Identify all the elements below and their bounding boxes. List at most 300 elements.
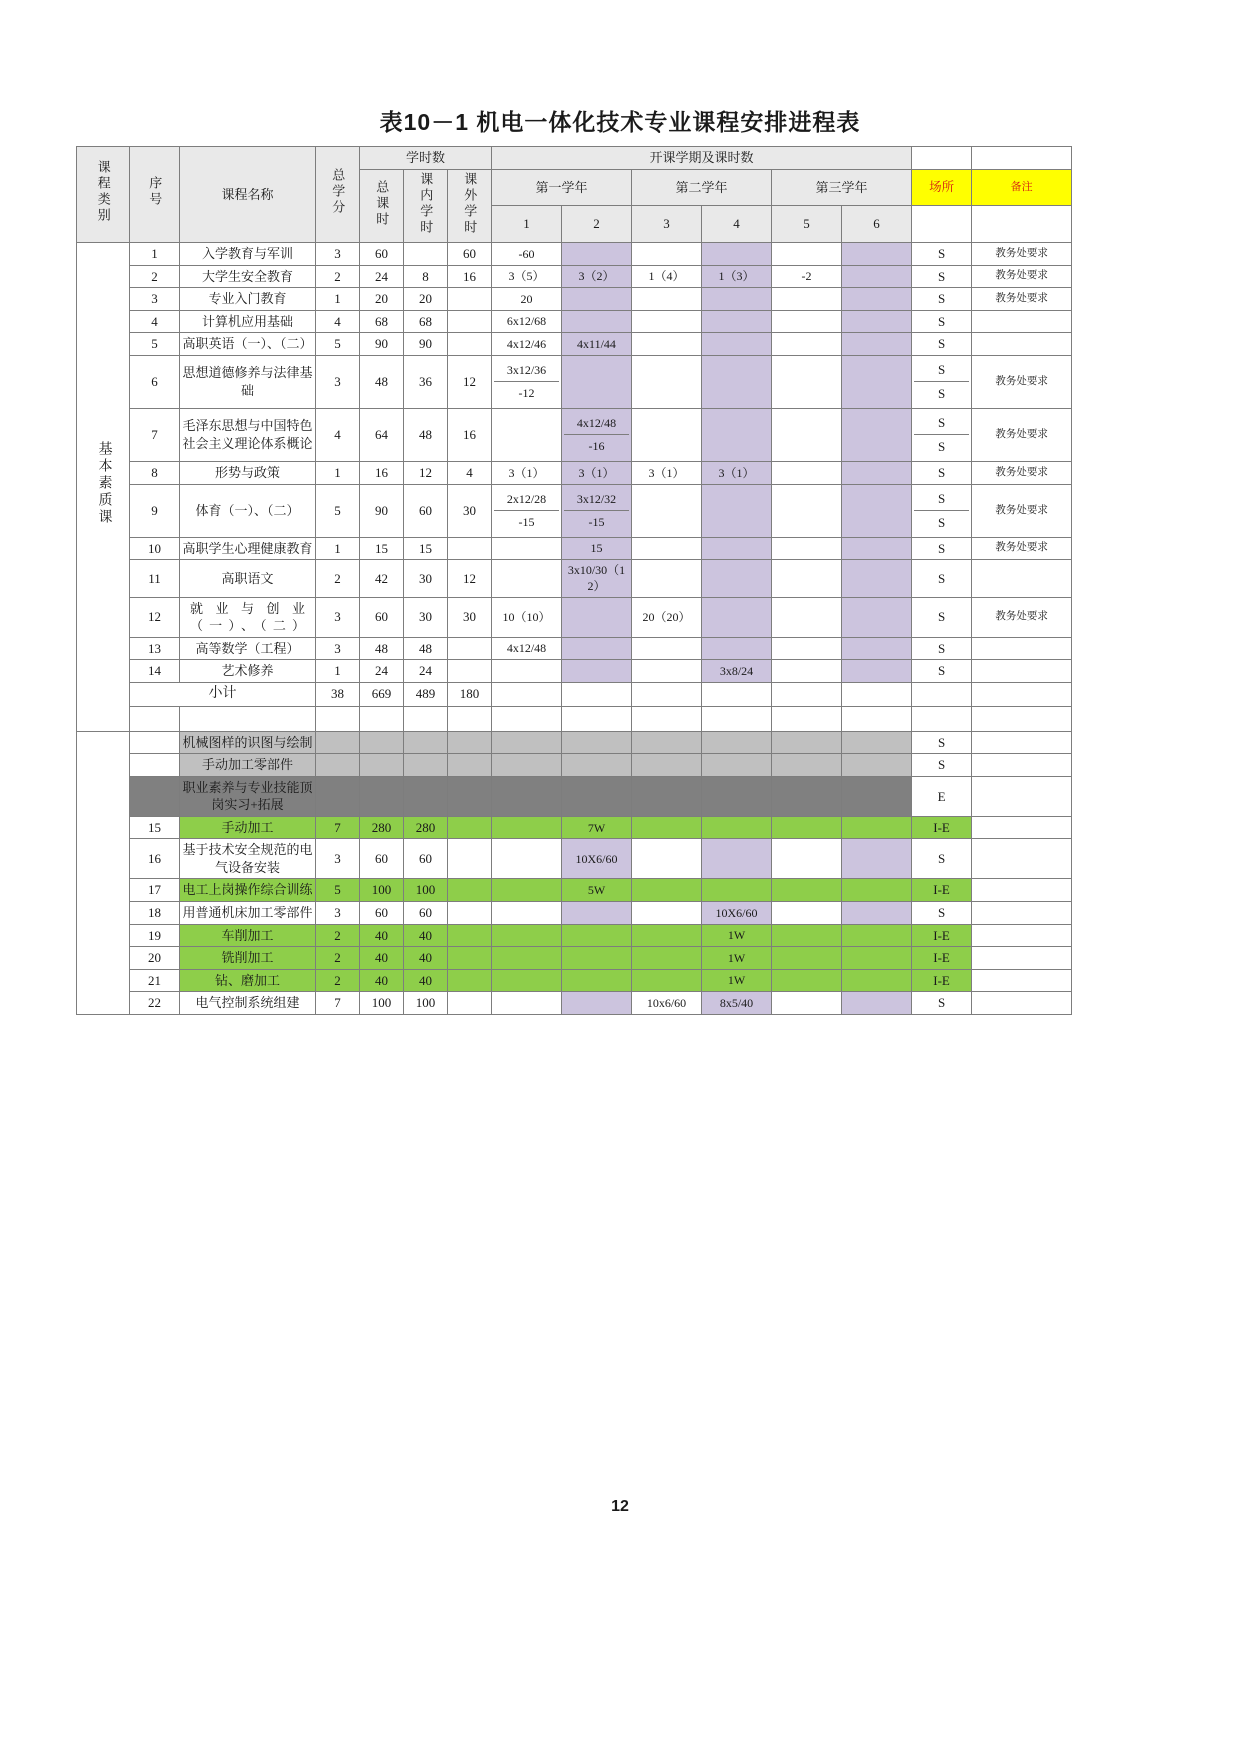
seq-cell: 8 [130,462,180,485]
credits-cell: 4 [316,310,360,333]
th-term-6: 6 [842,206,912,243]
credits-cell: 2 [316,560,360,597]
term-3-cell [632,776,702,816]
total-hours-cell: 16 [360,462,404,485]
venue-cell: I-E [912,924,972,947]
term-1-cell [492,776,562,816]
page-number: 12 [611,1498,629,1515]
seq-cell: 9 [130,484,180,537]
term-6-cell [842,310,912,333]
term-1-cell [492,969,562,992]
credits-cell: 3 [316,355,360,408]
in-class-hours-cell: 40 [404,924,448,947]
spacer-cell [404,706,448,731]
th-venue-blank [912,206,972,243]
term-1-cell: 10（10） [492,597,562,637]
out-class-hours-cell: 30 [448,484,492,537]
spacer-cell [972,706,1072,731]
spacer-cell [632,706,702,731]
venue-cell: S [912,288,972,311]
remark-cell [972,560,1072,597]
total-hours-cell [360,731,404,754]
remark-cell: 教务处要求 [972,537,1072,560]
credits-cell: 3 [316,243,360,266]
total-hours-cell: 15 [360,537,404,560]
term-6-cell [842,660,912,683]
total-hours-cell: 48 [360,355,404,408]
term-3-cell: 20（20） [632,597,702,637]
out-class-hours-cell [448,288,492,311]
venue-cell: I-E [912,879,972,902]
term-5-cell [772,537,842,560]
term-1-cell: 4x12/48 [492,637,562,660]
th-category: 课程类别 [77,147,130,243]
th-in-class-hours: 课内学时 [404,169,448,243]
term-2-cell [562,243,632,266]
in-class-hours-cell: 100 [404,992,448,1015]
th-venue-spacer [912,147,972,170]
term-3-cell [632,879,702,902]
term-4-cell [702,560,772,597]
term-3-cell [632,947,702,970]
remark-cell [972,947,1072,970]
total-hours-cell: 60 [360,839,404,879]
out-class-hours-cell [448,310,492,333]
spacer-cell [180,706,316,731]
remark-cell [972,879,1072,902]
term-5-cell [772,597,842,637]
page-title: 表10－1 机电一体化技术专业课程安排进程表 [379,109,861,135]
credits-cell [316,731,360,754]
term-2-cell [562,355,632,408]
term-2-cell: 3x12/32 -15 [562,484,632,537]
out-class-hours-cell [448,660,492,683]
table-row [77,969,1072,992]
table-row [77,484,1072,537]
term-3-cell [632,310,702,333]
term-3-cell [632,660,702,683]
course-schedule-table-wrapper [76,146,1048,1015]
term-3-cell [632,731,702,754]
term-2-cell [562,637,632,660]
term-2-cell: 4x11/44 [562,333,632,356]
venue-cell: S [912,310,972,333]
seq-cell [130,731,180,754]
term-6-cell [842,288,912,311]
credits-cell: 1 [316,537,360,560]
table-row [77,731,1072,754]
course-name-cell: 电气控制系统组建 [180,992,316,1015]
total-hours-cell: 60 [360,597,404,637]
term-5-cell [772,310,842,333]
remark-cell [972,660,1072,683]
course-name-cell: 手动加工 [180,816,316,839]
term-4-cell: 1W [702,969,772,992]
term-4-cell: 10X6/60 [702,902,772,925]
out-class-hours-cell [448,333,492,356]
term-5-cell [772,947,842,970]
th-course-name: 课程名称 [180,147,316,243]
course-name-cell: 车削加工 [180,924,316,947]
remark-cell: 教务处要求 [972,408,1072,461]
th-remark: 备注 [972,169,1072,206]
venue-cell: S S [912,484,972,537]
term-5-cell [772,816,842,839]
in-class-hours-cell: 90 [404,333,448,356]
th-term-2: 2 [562,206,632,243]
total-hours-cell: 60 [360,902,404,925]
term-3-cell [632,902,702,925]
in-class-hours-cell: 8 [404,265,448,288]
term-1-cell: 4x12/46 [492,333,562,356]
out-class-hours-cell [448,947,492,970]
th-year1: 第一学年 [492,169,632,206]
subtotal-term-3 [632,682,702,706]
category-cell: 基本素质课 [77,243,130,732]
term-5-cell: -2 [772,265,842,288]
course-name-cell: 计算机应用基础 [180,310,316,333]
seq-cell: 6 [130,355,180,408]
term-5-cell [772,333,842,356]
out-class-hours-cell [448,754,492,777]
remark-cell [972,637,1072,660]
term-6-cell [842,947,912,970]
term-4-cell [702,754,772,777]
table-row [77,243,1072,266]
in-class-hours-cell: 60 [404,902,448,925]
term-2-cell [562,310,632,333]
term-6-cell [842,537,912,560]
term-5-cell [772,355,842,408]
venue-cell: S [912,462,972,485]
term-2-cell: 3（1） [562,462,632,485]
term-1-cell [492,816,562,839]
in-class-hours-cell [404,754,448,777]
credits-cell: 5 [316,879,360,902]
term-1-cell [492,754,562,777]
remark-cell [972,902,1072,925]
subtotal-term-2 [562,682,632,706]
term-5-cell [772,408,842,461]
credits-cell: 5 [316,333,360,356]
subtotal-term-6 [842,682,912,706]
credits-cell: 3 [316,597,360,637]
th-term-5: 5 [772,206,842,243]
venue-cell: S [912,754,972,777]
term-1-cell [492,408,562,461]
venue-cell: S [912,597,972,637]
course-name-cell: 基于技术安全规范的电气设备安装 [180,839,316,879]
remark-cell [972,310,1072,333]
seq-cell: 19 [130,924,180,947]
seq-cell: 3 [130,288,180,311]
term-1-cell [492,879,562,902]
term-2-cell [562,776,632,816]
table-row [77,754,1072,777]
term-1-cell [492,839,562,879]
th-term-group: 开课学期及课时数 [492,147,912,170]
term-3-cell: 10x6/60 [632,992,702,1015]
term-6-cell [842,969,912,992]
term-2-cell [562,969,632,992]
term-6-cell [842,408,912,461]
term-4-cell [702,310,772,333]
term-4-cell: 1W [702,924,772,947]
spacer-cell [842,706,912,731]
term-6-cell [842,333,912,356]
term-1-cell: 3（1） [492,462,562,485]
venue-cell: S [912,637,972,660]
out-class-hours-cell: 12 [448,355,492,408]
subtotal-credits: 38 [316,682,360,706]
credits-cell: 3 [316,839,360,879]
course-name-cell: 专业入门教育 [180,288,316,311]
term-6-cell [842,265,912,288]
out-class-hours-cell [448,537,492,560]
th-year3: 第三学年 [772,169,912,206]
spacer-cell [316,706,360,731]
subtotal-total-hours: 669 [360,682,404,706]
term-5-cell [772,879,842,902]
term-5-cell [772,484,842,537]
term-2-cell: 3x10/30（12） [562,560,632,597]
seq-cell: 12 [130,597,180,637]
term-3-cell [632,754,702,777]
venue-cell: S [912,992,972,1015]
credits-cell: 3 [316,637,360,660]
remark-cell [972,969,1072,992]
spacer-cell [562,706,632,731]
remark-cell [972,754,1072,777]
total-hours-cell: 40 [360,969,404,992]
out-class-hours-cell [448,902,492,925]
remark-cell: 教务处要求 [972,462,1072,485]
in-class-hours-cell: 30 [404,597,448,637]
subtotal-out-class: 180 [448,682,492,706]
subtotal-term-4 [702,682,772,706]
remark-cell: 教务处要求 [972,288,1072,311]
term-3-cell [632,560,702,597]
term-1-cell [492,992,562,1015]
subtotal-row [77,682,1072,706]
in-class-hours-cell: 40 [404,969,448,992]
table-row [77,637,1072,660]
in-class-hours-cell: 24 [404,660,448,683]
spacer-cell [702,706,772,731]
in-class-hours-cell: 36 [404,355,448,408]
th-term-1: 1 [492,206,562,243]
term-1-cell [492,902,562,925]
in-class-hours-cell: 48 [404,408,448,461]
seq-cell: 7 [130,408,180,461]
term-6-cell [842,816,912,839]
th-remark-blank [972,206,1072,243]
spacer-row [77,706,1072,731]
th-total-credits: 总学分 [316,147,360,243]
term-3-cell [632,816,702,839]
in-class-hours-cell [404,731,448,754]
term-3-cell [632,243,702,266]
term-2-cell: 7W [562,816,632,839]
term-1-cell: 6x12/68 [492,310,562,333]
out-class-hours-cell [448,969,492,992]
term-3-cell [632,333,702,356]
term-2-cell: 5W [562,879,632,902]
table-row [77,776,1072,816]
th-term-4: 4 [702,206,772,243]
term-6-cell [842,484,912,537]
th-hours-group: 学时数 [360,147,492,170]
out-class-hours-cell [448,839,492,879]
term-2-cell [562,992,632,1015]
term-6-cell [842,839,912,879]
credits-cell: 1 [316,288,360,311]
seq-cell: 4 [130,310,180,333]
credits-cell: 1 [316,462,360,485]
table-row [77,560,1072,597]
remark-cell [972,839,1072,879]
venue-cell: S [912,560,972,597]
term-6-cell [842,637,912,660]
out-class-hours-cell [448,637,492,660]
term-3-cell [632,637,702,660]
credits-cell: 7 [316,816,360,839]
term-4-cell: 1（3） [702,265,772,288]
seq-cell: 21 [130,969,180,992]
term-6-cell [842,597,912,637]
total-hours-cell: 40 [360,924,404,947]
in-class-hours-cell: 30 [404,560,448,597]
term-2-cell: 3（2） [562,265,632,288]
venue-cell: S [912,265,972,288]
remark-cell: 教务处要求 [972,265,1072,288]
th-remark-spacer [972,147,1072,170]
course-name-cell: 艺术修养 [180,660,316,683]
credits-cell: 5 [316,484,360,537]
course-name-cell: 铣削加工 [180,947,316,970]
term-3-cell [632,484,702,537]
term-6-cell [842,924,912,947]
subtotal-in-class: 489 [404,682,448,706]
term-1-cell [492,537,562,560]
spacer-cell [492,706,562,731]
course-name-cell: 用普通机床加工零部件 [180,902,316,925]
term-5-cell [772,902,842,925]
total-hours-cell [360,776,404,816]
out-class-hours-cell [448,879,492,902]
remark-cell: 教务处要求 [972,243,1072,266]
seq-cell: 2 [130,265,180,288]
table-row [77,879,1072,902]
table-row [77,947,1072,970]
table-row [77,924,1072,947]
table-row [77,462,1072,485]
table-row [77,310,1072,333]
course-name-cell: 体育（一）、（二） [180,484,316,537]
table-row [77,902,1072,925]
term-4-cell: 1W [702,947,772,970]
course-name-cell: 思想道德修养与法律基础 [180,355,316,408]
term-4-cell [702,839,772,879]
credits-cell: 2 [316,924,360,947]
term-6-cell [842,462,912,485]
course-name-cell: 高职学生心理健康教育 [180,537,316,560]
seq-cell: 10 [130,537,180,560]
term-2-cell [562,947,632,970]
seq-cell: 20 [130,947,180,970]
credits-cell [316,776,360,816]
term-6-cell [842,355,912,408]
term-6-cell [842,560,912,597]
term-1-cell [492,660,562,683]
seq-cell: 15 [130,816,180,839]
course-schedule-table [76,146,1072,1015]
term-5-cell [772,924,842,947]
venue-cell: S [912,537,972,560]
in-class-hours-cell [404,776,448,816]
term-1-cell: 3x12/36 -12 [492,355,562,408]
remark-cell [972,776,1072,816]
credits-cell [316,754,360,777]
term-4-cell [702,776,772,816]
venue-cell: S S [912,408,972,461]
remark-cell [972,816,1072,839]
total-hours-cell: 20 [360,288,404,311]
term-5-cell [772,660,842,683]
course-name-cell: 形势与政策 [180,462,316,485]
th-venue: 场所 [912,169,972,206]
venue-cell: I-E [912,947,972,970]
in-class-hours-cell: 60 [404,484,448,537]
course-name-cell: 高职英语（一）、（二） [180,333,316,356]
table-row [77,265,1072,288]
credits-cell: 2 [316,265,360,288]
out-class-hours-cell [448,731,492,754]
term-4-cell [702,597,772,637]
seq-cell: 5 [130,333,180,356]
in-class-hours-cell [404,243,448,266]
out-class-hours-cell: 60 [448,243,492,266]
term-6-cell [842,902,912,925]
term-4-cell [702,816,772,839]
in-class-hours-cell: 20 [404,288,448,311]
spacer-cell [912,706,972,731]
credits-cell: 7 [316,992,360,1015]
term-3-cell [632,924,702,947]
credits-cell: 2 [316,969,360,992]
term-5-cell [772,776,842,816]
term-3-cell: 3（1） [632,462,702,485]
th-seq: 序号 [130,147,180,243]
th-total-hours: 总课时 [360,169,404,243]
term-4-cell [702,637,772,660]
term-5-cell [772,969,842,992]
venue-cell: E [912,776,972,816]
category-cell [77,731,130,1014]
seq-cell: 11 [130,560,180,597]
term-1-cell [492,731,562,754]
out-class-hours-cell: 4 [448,462,492,485]
course-name-cell: 就 业 与 创 业（一）、（二） [180,597,316,637]
seq-cell: 1 [130,243,180,266]
term-4-cell [702,355,772,408]
course-name-cell: 高职语文 [180,560,316,597]
venue-cell: S [912,902,972,925]
term-4-cell [702,484,772,537]
course-name-cell: 大学生安全教育 [180,265,316,288]
table-row [77,660,1072,683]
total-hours-cell [360,754,404,777]
